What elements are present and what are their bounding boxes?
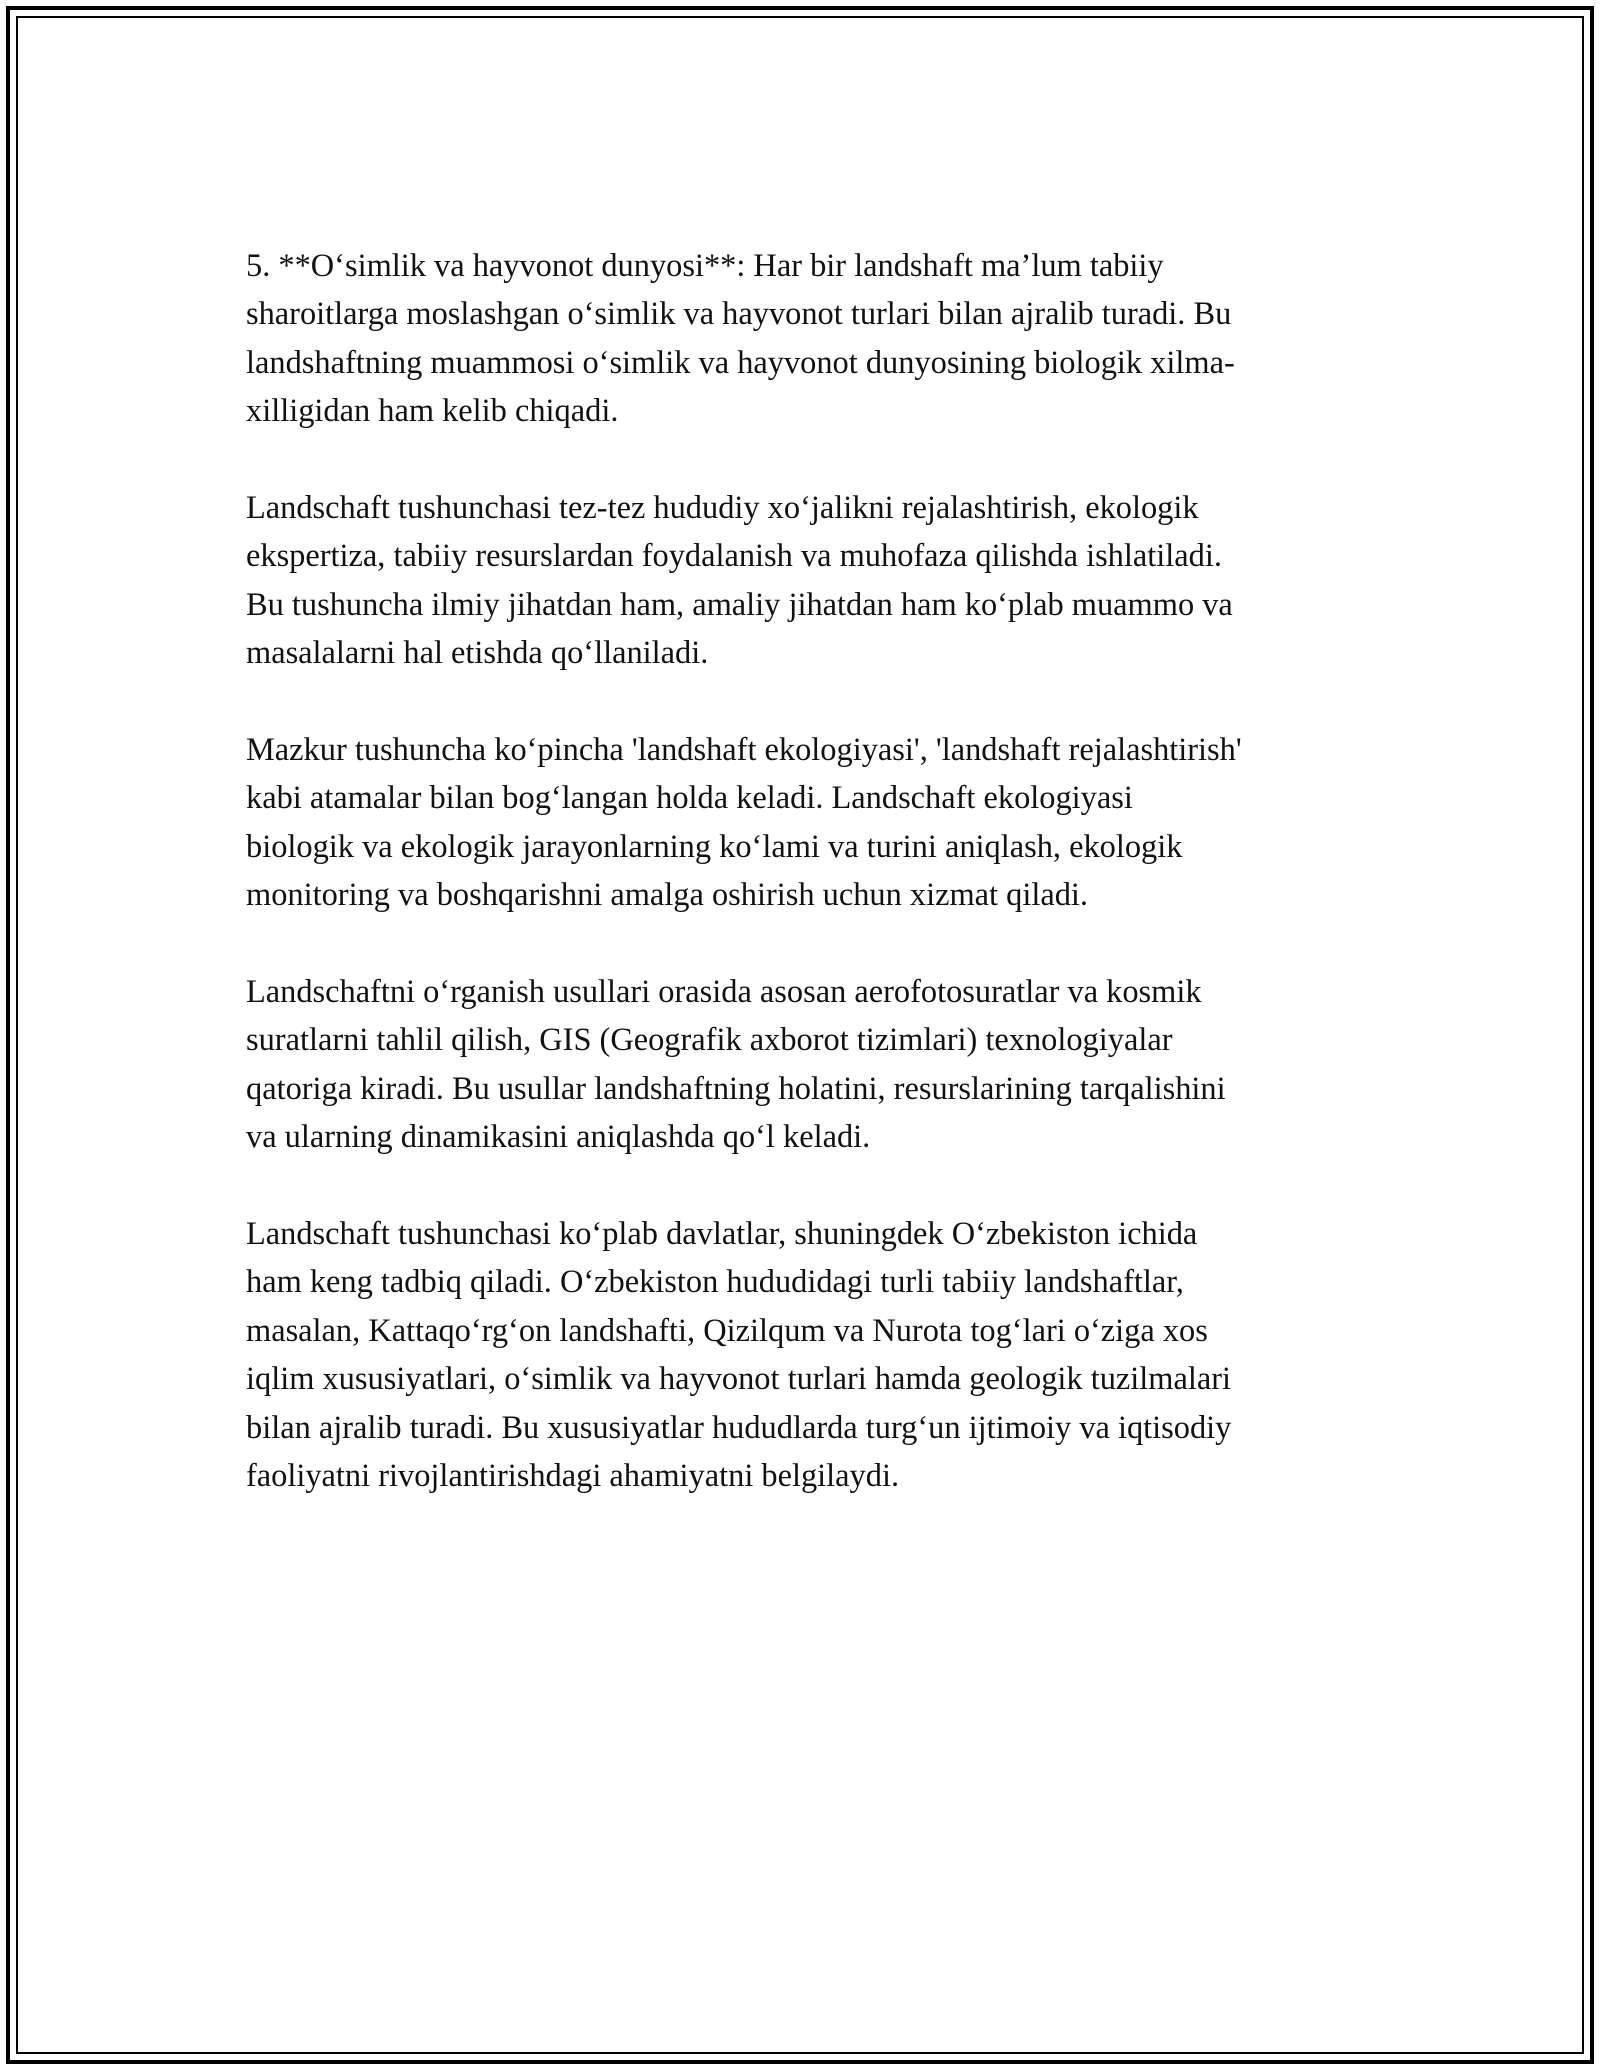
paragraph-landscape-usage: Landschaft tushunchasi tez-tez hududiy xo‘jalikni rejalashtirish, ekologik ekspertiza, tabiiy resurslardan foydalanish va muhofaza qilishda ishlatiladi. Bu tushuncha ilmiy jihatdan ham, amaliy jihatdan ham ko‘plab muammo va masalalarni hal etishda qo‘llaniladi.	[246, 490, 1233, 672]
paragraph-study-methods: Landschaftni o‘rganish usullari orasida asosan aerofotosuratlar va kosmik suratlarni tahlil qilish, GIS (Geografik axborot tizimlari) texnologiyalar qatoriga kiradi. Bu usullar landshaftning holatini, resurslarining tarqalishini va ularning dinamikasini aniqlashda qo‘l keladi.	[246, 974, 1226, 1156]
paragraph-uzbekistan: Landschaft tushunchasi ko‘plab davlatlar, shuningdek O‘zbekiston ichida ham keng tadbiq qiladi. O‘zbekiston hududidagi turli tabiiy landshaftlar, masalan, Kattaqo‘rg‘on landshafti, Qizilqum va Nurota tog‘lari o‘ziga xos iqlim xususiyatlari, o‘simlik va hayvonot turlari hamda geologik tuzilmalari bilan ajralib turadi. Bu xususiyatlar hududlarda turg‘un ijtimoiy va iqtisodiy faoliyatni rivojlantirishdagi ahamiyatni belgilaydi.	[246, 1216, 1232, 1495]
document-body	[246, 242, 1392, 1549]
page-border	[6, 6, 1594, 2064]
paragraph-landscape-ecology: Mazkur tushuncha ko‘pincha 'landshaft ekologiyasi', 'landshaft rejalashtirish' kabi atamalar bilan bog‘langan holda keladi. Landschaft ekologiyasi biologik va ekologik jarayonlarning ko‘lami va turini aniqlash, ekologik monitoring va boshqarishni amalga oshirish uchun xizmat qiladi.	[246, 732, 1242, 914]
paragraph-plants-animals: 5. **O‘simlik va hayvonot dunyosi**: Har bir landshaft ma’lum tabiiy sharoitlarga moslashgan o‘simlik va hayvonot turlari bilan ajralib turadi. Bu landshaftning muammosi o‘simlik va hayvonot dunyosining biologik xilma- xilligidan ham kelib chiqadi.	[246, 248, 1235, 430]
